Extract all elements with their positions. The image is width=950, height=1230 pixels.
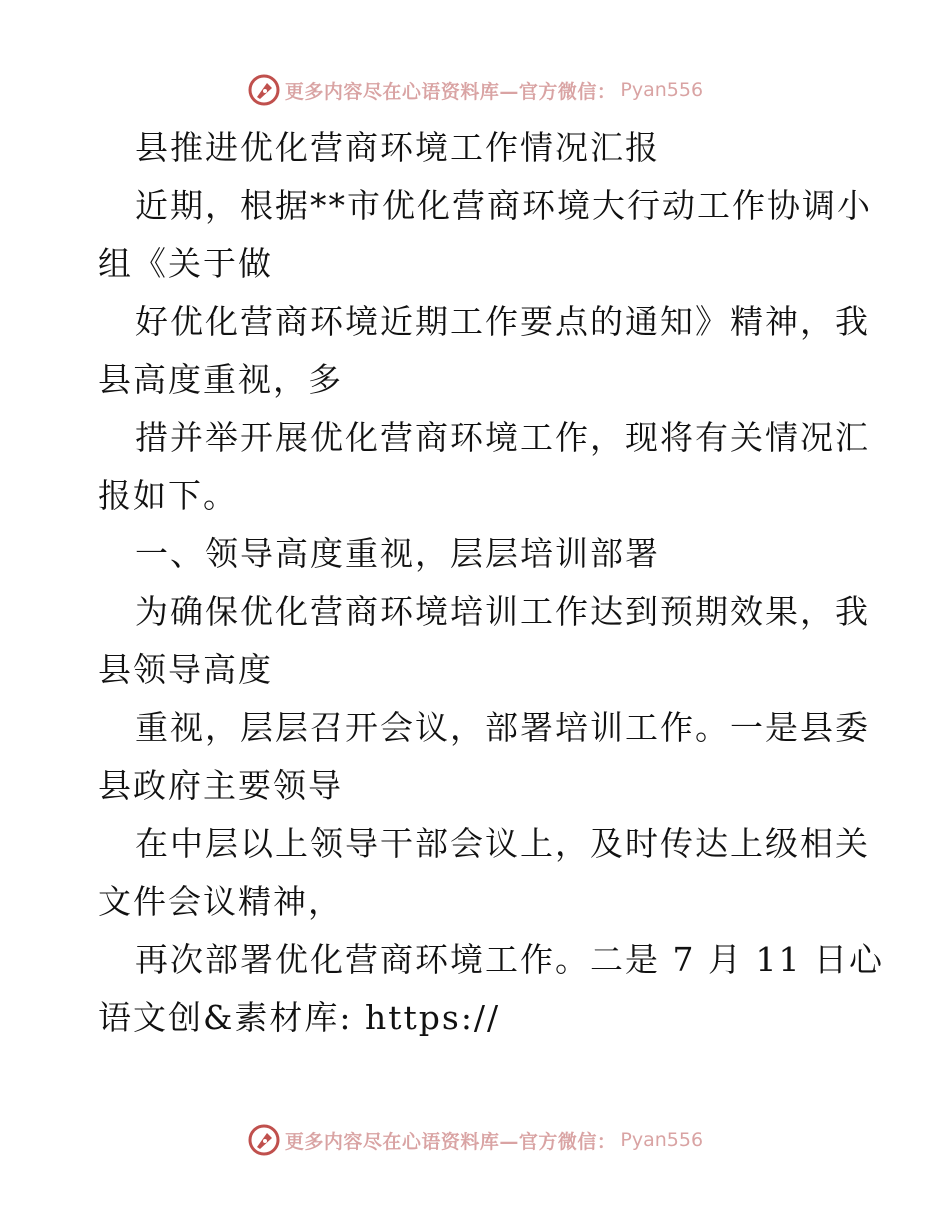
pen-nib-logo-icon (247, 73, 281, 107)
paragraph-line: 好优化营商环境近期工作要点的通知》精神，我 (135, 302, 870, 341)
pen-nib-logo-icon (247, 1123, 281, 1157)
paragraph-line: 文件会议精神， (98, 882, 343, 921)
document-title: 县推进优化营商环境工作情况汇报 (135, 128, 660, 167)
paragraph-line: 再次部署优化营商环境工作。二是 7 月 11 日心 (135, 940, 884, 979)
paragraph-line: 语文创&素材库: https:// (98, 998, 501, 1037)
watermark-text: 更多内容尽在心语资料库—官方微信： (284, 80, 617, 103)
header-watermark (0, 68, 950, 112)
paragraph-line: 为确保优化营商环境培训工作达到预期效果，我 (135, 592, 870, 631)
watermark-account: Pyan556 (620, 1129, 704, 1151)
footer-watermark (0, 1118, 950, 1162)
paragraph-line: 县高度重视，多 (98, 360, 343, 399)
watermark-account: Pyan556 (620, 79, 704, 101)
paragraph-line: 近期，根据**市优化营商环境大行动工作协调小 (135, 186, 872, 225)
section-heading: 一、领导高度重视，层层培训部署 (135, 534, 660, 573)
paragraph-line: 报如下。 (98, 476, 238, 515)
paragraph-line: 县领导高度 (98, 650, 273, 689)
paragraph-line: 在中层以上领导干部会议上，及时传达上级相关 (135, 824, 870, 863)
paragraph-line: 组《关于做 (98, 244, 273, 283)
paragraph-line: 重视，层层召开会议，部署培训工作。一是县委 (135, 708, 870, 747)
paragraph-line: 县政府主要领导 (98, 766, 343, 805)
paragraph-line: 措并举开展优化营商环境工作，现将有关情况汇 (135, 418, 870, 457)
watermark-text: 更多内容尽在心语资料库—官方微信： (284, 1130, 617, 1153)
document-body (98, 119, 884, 1047)
